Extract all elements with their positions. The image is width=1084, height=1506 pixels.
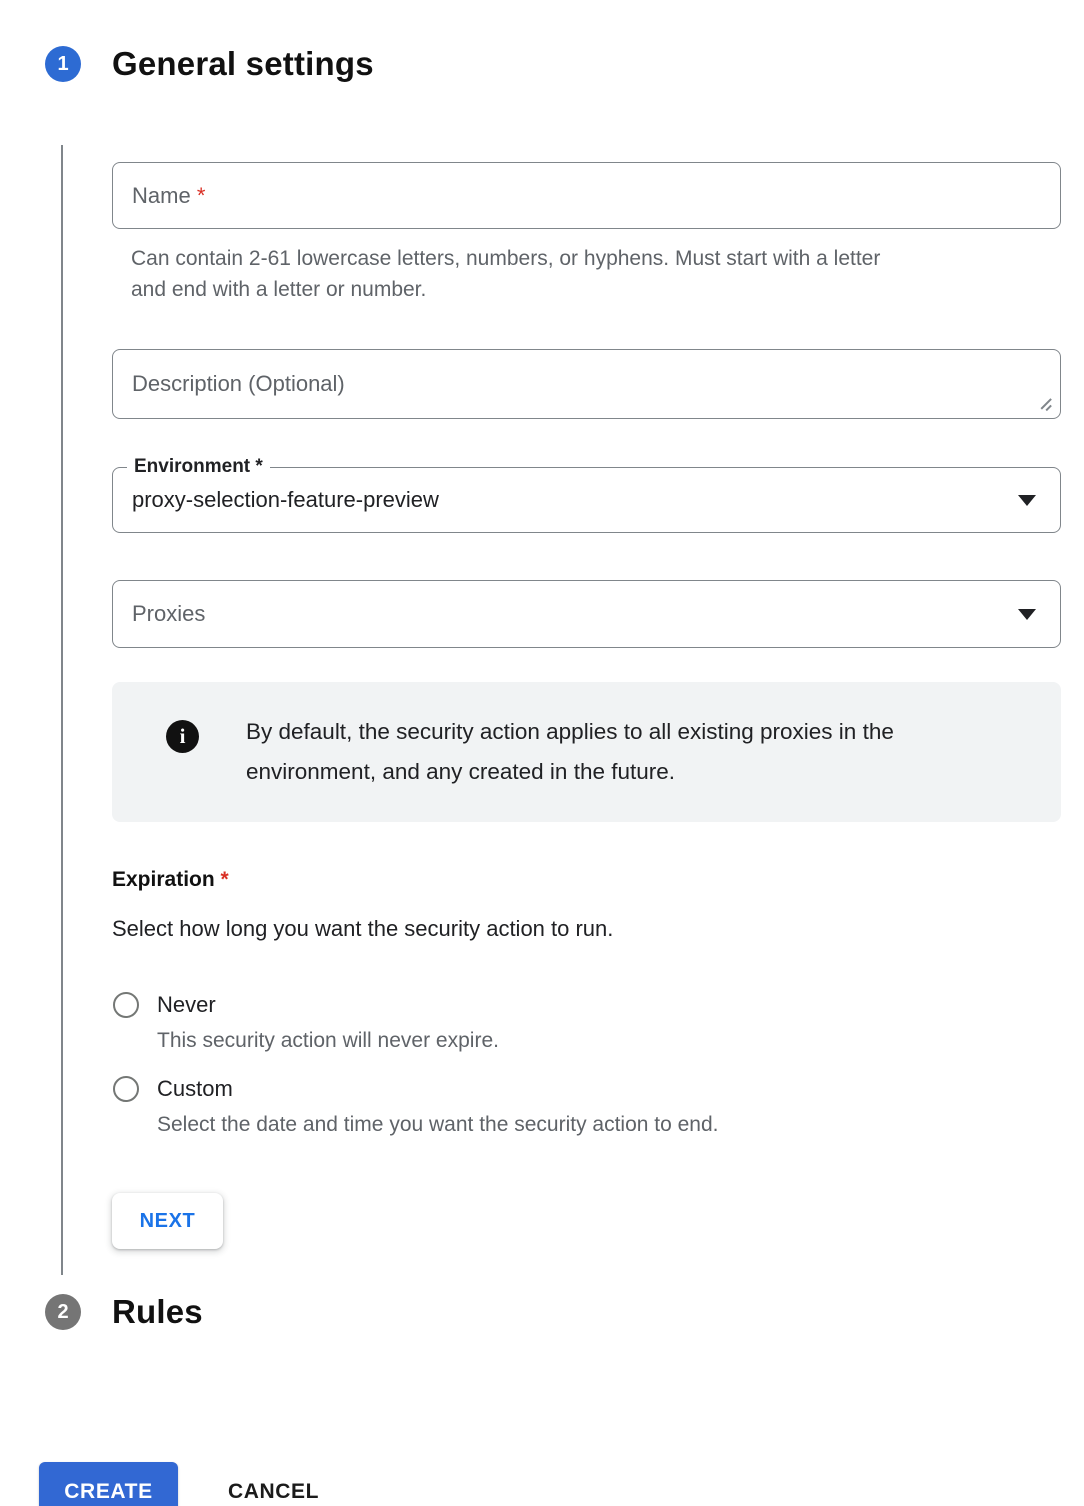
description-placeholder: Description (Optional): [132, 371, 345, 396]
dropdown-arrow-icon[interactable]: [1018, 609, 1036, 620]
next-button[interactable]: NEXT: [112, 1193, 223, 1249]
required-asterisk: *: [220, 868, 229, 891]
step-1-header: [45, 45, 1084, 83]
name-input[interactable]: [112, 162, 1061, 229]
radio-circle-icon[interactable]: [113, 1076, 139, 1102]
radio-custom-description: Select the date and time you want the security action to end.: [157, 1113, 719, 1136]
radio-never-description: This security action will never expire.: [157, 1029, 499, 1052]
expiration-description: Select how long you want the security action to run.: [112, 916, 614, 941]
environment-select[interactable]: [112, 456, 1061, 533]
name-helper-text: Can contain 2-61 lowercase letters, numbers, or hyphens. Must start with a letter and end with a letter or number.: [131, 247, 881, 301]
radio-custom[interactable]: [112, 1076, 1061, 1102]
info-icon: i: [166, 720, 199, 753]
step-2-title: Rules: [112, 1293, 203, 1330]
expiration-label: Expiration *: [112, 868, 229, 891]
step-2-badge: 2: [45, 1294, 81, 1330]
step-1-title: General settings: [112, 45, 374, 82]
name-placeholder: Name *: [132, 182, 206, 208]
info-banner-text: By default, the security action applies to all existing proxies in the environment, and any created in the future.: [246, 719, 894, 784]
proxies-select[interactable]: [112, 580, 1061, 648]
radio-custom-label: Custom: [157, 1076, 233, 1101]
proxies-placeholder: Proxies: [132, 601, 206, 626]
cancel-button[interactable]: CANCEL: [228, 1480, 320, 1503]
step-1-badge: 1: [45, 46, 81, 82]
radio-circle-icon[interactable]: [113, 992, 139, 1018]
form-footer: [39, 1462, 319, 1506]
required-asterisk: *: [196, 182, 206, 208]
create-security-action-form: [0, 45, 1084, 1506]
proxies-info-banner: [112, 682, 1061, 822]
radio-never-label: Never: [157, 992, 216, 1017]
description-textarea[interactable]: [112, 349, 1061, 419]
radio-never[interactable]: [112, 992, 1061, 1018]
environment-label: Environment *: [127, 454, 270, 480]
environment-value: proxy-selection-feature-preview: [132, 487, 439, 512]
dropdown-arrow-icon[interactable]: [1018, 495, 1036, 506]
resize-handle-icon[interactable]: [1039, 397, 1053, 411]
create-button[interactable]: CREATE: [39, 1462, 178, 1506]
stepper-connector-line: [61, 145, 63, 1275]
step-2-header: [45, 1293, 203, 1331]
